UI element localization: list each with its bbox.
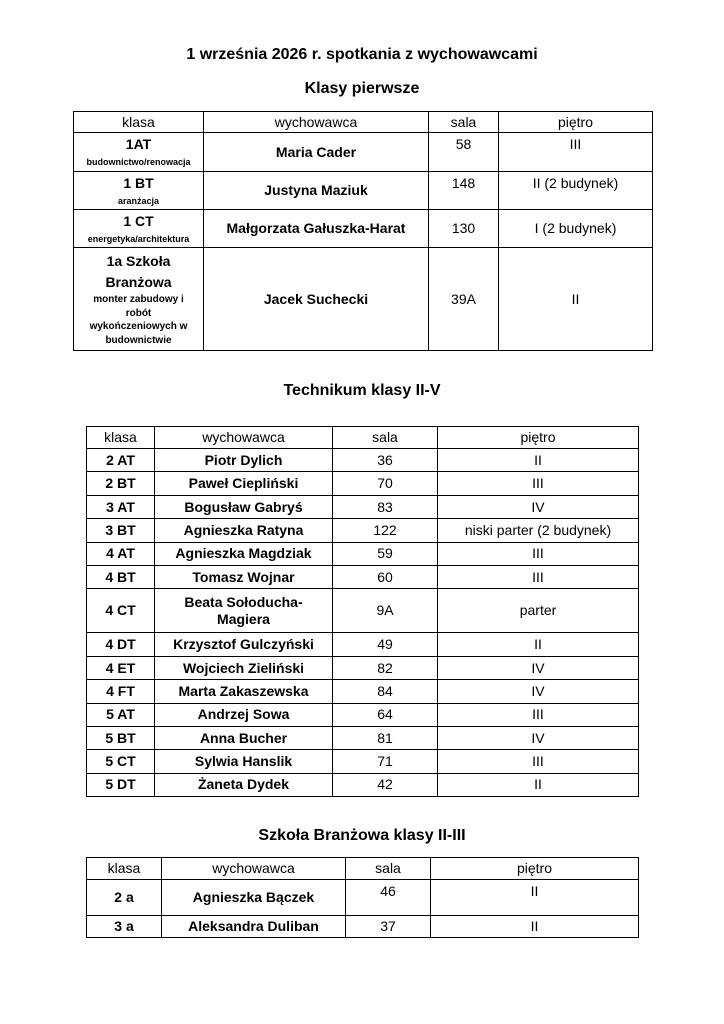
cell-pietro: III xyxy=(499,133,653,172)
cell-pietro: niski parter (2 budynek) xyxy=(438,519,639,542)
class-name: 1AT xyxy=(125,136,152,153)
cell-sala: 82 xyxy=(333,656,438,679)
table-row xyxy=(87,656,639,679)
cell-sala: 36 xyxy=(333,449,438,472)
cell-sala: 42 xyxy=(333,773,438,796)
table-header-row xyxy=(87,858,639,880)
table-row xyxy=(87,916,639,938)
cell-wychowawca: Aleksandra Duliban xyxy=(162,916,346,938)
table-header-row xyxy=(87,427,639,449)
table-first-classes xyxy=(73,111,653,351)
cell-wychowawca: Krzysztof Gulczyński xyxy=(155,633,333,656)
cell-sala: 59 xyxy=(333,542,438,565)
cell-klasa: 3 AT xyxy=(87,495,155,518)
cell-sala: 83 xyxy=(333,495,438,518)
table-row xyxy=(87,565,639,588)
cell-klasa xyxy=(74,248,204,351)
cell-wychowawca: Małgorzata Gałuszka-Harat xyxy=(204,210,429,248)
table-row xyxy=(74,210,653,248)
cell-klasa: 4 BT xyxy=(87,565,155,588)
table-header-row xyxy=(74,112,653,133)
cell-pietro: II xyxy=(499,248,653,351)
header-sala: sala xyxy=(429,112,499,133)
cell-klasa: 2 a xyxy=(87,880,162,916)
cell-wychowawca: Bogusław Gabryś xyxy=(155,495,333,518)
table-row xyxy=(87,880,639,916)
cell-klasa: 3 a xyxy=(87,916,162,938)
cell-wychowawca: Andrzej Sowa xyxy=(155,703,333,726)
cell-sala: 81 xyxy=(333,726,438,749)
table-row xyxy=(87,449,639,472)
cell-pietro: II xyxy=(438,449,639,472)
cell-pietro: II (2 budynek) xyxy=(499,172,653,210)
header-pietro: piętro xyxy=(431,858,639,880)
table-row xyxy=(74,248,653,351)
class-profile: energetyka/architektura xyxy=(87,233,190,244)
cell-klasa: 4 CT xyxy=(87,589,155,633)
cell-pietro: IV xyxy=(438,726,639,749)
table-row xyxy=(87,472,639,495)
cell-pietro: III xyxy=(438,750,639,773)
table-row xyxy=(87,519,639,542)
section-title-first-classes: Klasy pierwsze xyxy=(304,80,420,97)
table-row xyxy=(87,495,639,518)
header-klasa: klasa xyxy=(87,858,162,880)
header-pietro: piętro xyxy=(438,427,639,449)
cell-sala: 49 xyxy=(333,633,438,656)
header-sala: sala xyxy=(333,427,438,449)
cell-sala: 9A xyxy=(333,589,438,633)
cell-sala: 60 xyxy=(333,565,438,588)
table-row xyxy=(87,750,639,773)
header-pietro: piętro xyxy=(499,112,653,133)
cell-klasa xyxy=(74,172,204,210)
header-klasa: klasa xyxy=(74,112,204,133)
section-title-technikum: Technikum klasy II-V xyxy=(283,382,441,399)
cell-wychowawca: Beata Sołoducha-Magiera xyxy=(155,589,333,633)
cell-klasa: 5 AT xyxy=(87,703,155,726)
cell-sala: 122 xyxy=(333,519,438,542)
table-technikum-body xyxy=(87,449,639,797)
table-technikum xyxy=(86,426,639,797)
table-row xyxy=(87,773,639,796)
cell-klasa: 5 DT xyxy=(87,773,155,796)
cell-sala: 37 xyxy=(346,916,431,938)
cell-pietro: IV xyxy=(438,495,639,518)
cell-sala: 39A xyxy=(429,248,499,351)
table-row xyxy=(74,133,653,172)
cell-pietro: parter xyxy=(438,589,639,633)
class-profile: aranżacja xyxy=(117,195,160,206)
cell-pietro: II xyxy=(438,773,639,796)
cell-wychowawca: Tomasz Wojnar xyxy=(155,565,333,588)
cell-wychowawca: Anna Bucher xyxy=(155,726,333,749)
cell-sala: 84 xyxy=(333,680,438,703)
cell-pietro: III xyxy=(438,565,639,588)
cell-sala: 130 xyxy=(429,210,499,248)
class-name: 1 CT xyxy=(123,212,154,229)
table-branzowa xyxy=(86,857,639,938)
cell-pietro: III xyxy=(438,472,639,495)
cell-pietro: III xyxy=(438,703,639,726)
cell-klasa: 5 BT xyxy=(87,726,155,749)
cell-wychowawca: Sylwia Hanslik xyxy=(155,750,333,773)
cell-pietro: II xyxy=(438,633,639,656)
table-row xyxy=(87,633,639,656)
cell-wychowawca: Marta Zakaszewska xyxy=(155,680,333,703)
cell-wychowawca: Paweł Ciepliński xyxy=(155,472,333,495)
cell-pietro: IV xyxy=(438,680,639,703)
cell-klasa: 2 AT xyxy=(87,449,155,472)
page-title: 1 września 2026 r. spotkania z wychowawcami xyxy=(186,46,538,63)
cell-klasa xyxy=(74,210,204,248)
cell-wychowawca: Wojciech Zieliński xyxy=(155,656,333,679)
cell-klasa: 5 CT xyxy=(87,750,155,773)
cell-sala: 70 xyxy=(333,472,438,495)
cell-klasa: 4 ET xyxy=(87,656,155,679)
cell-klasa: 4 AT xyxy=(87,542,155,565)
cell-klasa: 3 BT xyxy=(87,519,155,542)
table-row xyxy=(87,680,639,703)
cell-wychowawca: Justyna Maziuk xyxy=(204,172,429,210)
header-sala: sala xyxy=(346,858,431,880)
cell-wychowawca: Jacek Suchecki xyxy=(204,248,429,351)
header-klasa: klasa xyxy=(87,427,155,449)
cell-pietro: II xyxy=(431,916,639,938)
header-wychowawca: wychowawca xyxy=(204,112,429,133)
cell-klasa: 4 DT xyxy=(87,633,155,656)
table-row xyxy=(87,542,639,565)
cell-wychowawca: Agnieszka Bączek xyxy=(162,880,346,916)
cell-wychowawca: Żaneta Dydek xyxy=(155,773,333,796)
header-wychowawca: wychowawca xyxy=(162,858,346,880)
section-title-branzowa: Szkoła Branżowa klasy II-III xyxy=(258,827,466,844)
cell-sala: 148 xyxy=(429,172,499,210)
table-row xyxy=(87,703,639,726)
cell-pietro: III xyxy=(438,542,639,565)
table-row xyxy=(74,172,653,210)
cell-wychowawca: Maria Cader xyxy=(204,133,429,172)
class-name: 1a Szkoła Branżowa xyxy=(105,253,172,290)
cell-pietro: IV xyxy=(438,656,639,679)
cell-wychowawca: Agnieszka Magdziak xyxy=(155,542,333,565)
cell-klasa: 2 BT xyxy=(87,472,155,495)
cell-klasa: 4 FT xyxy=(87,680,155,703)
cell-sala: 64 xyxy=(333,703,438,726)
class-profile: budownictwo/renowacja xyxy=(86,157,191,167)
class-profile: monter zabudowy i robót wykończeniowych w budownictwie xyxy=(89,294,188,346)
cell-sala: 46 xyxy=(346,880,431,916)
cell-klasa xyxy=(74,133,204,172)
cell-sala: 71 xyxy=(333,750,438,773)
cell-pietro: I (2 budynek) xyxy=(499,210,653,248)
cell-sala: 58 xyxy=(429,133,499,172)
class-name: 1 BT xyxy=(123,174,154,191)
header-wychowawca: wychowawca xyxy=(155,427,333,449)
table-row xyxy=(87,726,639,749)
cell-pietro: II xyxy=(431,880,639,916)
cell-wychowawca: Agnieszka Ratyna xyxy=(155,519,333,542)
cell-wychowawca: Piotr Dylich xyxy=(155,449,333,472)
table-row xyxy=(87,589,639,633)
